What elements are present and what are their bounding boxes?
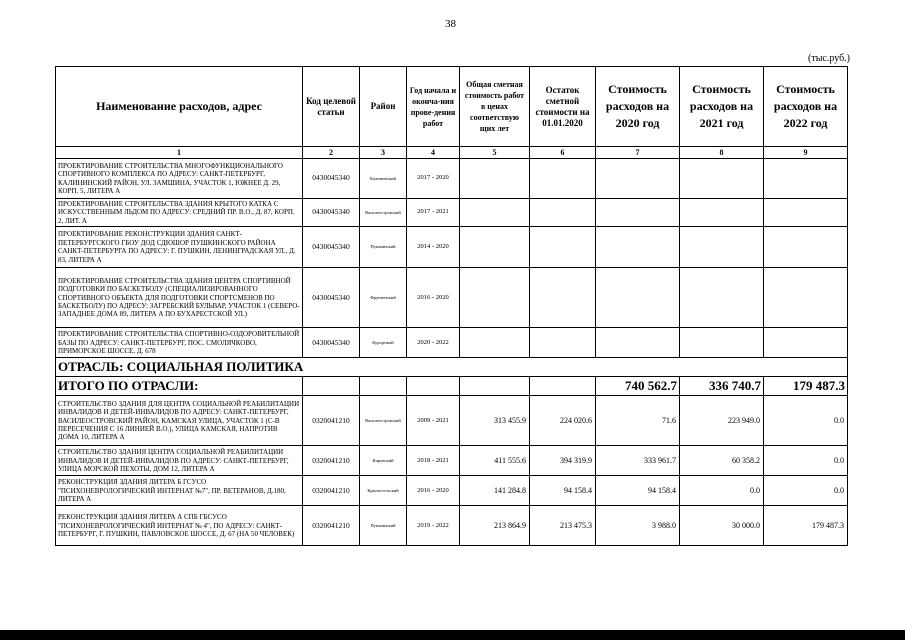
row-remainder: 394 319.9	[530, 446, 596, 476]
row-2022: 0.0	[764, 446, 848, 476]
row-2022: 179 487.3	[764, 506, 848, 546]
row-2020	[596, 159, 680, 199]
row-2022: 0.0	[764, 476, 848, 506]
column-number: 5	[460, 147, 530, 159]
row-name: ПРОЕКТИРОВАНИЕ СТРОИТЕЛЬСТВА СПОРТИВНО-ОЗДОРОВИТЕЛЬНОЙ БАЗЫ ПО АДРЕСУ: САНКТ-ПЕТЕРБУРГ, ПОС. СМОЛЯЧКОВО, ПРИМОРСКОЕ ШОССЕ, Д. 678	[56, 328, 303, 358]
row-name: РЕКОНСТРУКЦИЯ ЗДАНИЯ ЛИТЕРА Б ГСУСО "ПСИХОНЕВРОЛОГИЧЕСКИЙ ИНТЕРНАТ №7", ПР. ВЕТЕРАНОВ, Д.180, ЛИТЕРА А	[56, 476, 303, 506]
total-empty	[360, 377, 407, 396]
column-number: 7	[596, 147, 680, 159]
row-code: 0430045340	[303, 268, 360, 328]
total-2021: 336 740.7	[680, 377, 764, 396]
total-label: ИТОГО ПО ОТРАСЛИ:	[56, 377, 303, 396]
row-years: 2016 - 2020	[407, 476, 460, 506]
row-2020: 333 961.7	[596, 446, 680, 476]
row-2021	[680, 199, 764, 227]
row-years: 2016 - 2020	[407, 268, 460, 328]
row-2021: 30 000.0	[680, 506, 764, 546]
row-total: 411 555.6	[460, 446, 530, 476]
header-code: Код целевой статьи	[303, 67, 360, 147]
row-years: 2018 - 2021	[407, 446, 460, 476]
column-number: 9	[764, 147, 848, 159]
row-remainder	[530, 227, 596, 268]
row-district: Пушкинский	[360, 227, 407, 268]
row-name: ПРОЕКТИРОВАНИЕ РЕКОНСТРУКЦИИ ЗДАНИЯ САНКТ-ПЕТЕРБУРГСКОГО ГБОУ ДОД СДЮШОР ПУШКИНСКОГО РАЙОНА САНКТ-ПЕТЕРБУРГА ПО АДРЕСУ: Г. ПУШКИН, ЛЕНИНГРАДСКАЯ УЛ., Д. 83, ЛИТЕРА А	[56, 227, 303, 268]
section-title: ОТРАСЛЬ: СОЦИАЛЬНАЯ ПОЛИТИКА	[56, 358, 848, 377]
header-name: Наименование расходов, адрес	[56, 67, 303, 147]
row-2022	[764, 227, 848, 268]
total-2020: 740 562.7	[596, 377, 680, 396]
row-remainder: 213 475.3	[530, 506, 596, 546]
row-code: 0320041210	[303, 446, 360, 476]
row-2020	[596, 227, 680, 268]
table-row	[56, 159, 848, 199]
table-row	[56, 506, 848, 546]
scan-border	[0, 630, 905, 640]
total-empty	[407, 377, 460, 396]
table-row	[56, 396, 848, 446]
row-years: 2014 - 2020	[407, 227, 460, 268]
row-2021	[680, 227, 764, 268]
header-cost-2020: Стоимость расходов на 2020 год	[596, 67, 680, 147]
column-number: 8	[680, 147, 764, 159]
row-code: 0320041210	[303, 506, 360, 546]
section-row	[56, 358, 848, 377]
row-years: 2017 - 2020	[407, 159, 460, 199]
row-name: РЕКОНСТРУКЦИЯ ЗДАНИЯ ЛИТЕРА А СПБ ГБСУСО "ПСИХОНЕВРОЛОГИЧЕСКИЙ ИНТЕРНАТ № 4", ПО АДРЕСУ: САНКТ-ПЕТЕРБУРГ, Г. ПУШКИН, ПАВЛОВСКОЕ ШОССЕ, Д. 67 (НА 50 ЧЕЛОВЕК)	[56, 506, 303, 546]
row-2021: 0.0	[680, 476, 764, 506]
budget-table	[55, 66, 848, 546]
row-code: 0430045340	[303, 227, 360, 268]
row-2022: 0.0	[764, 396, 848, 446]
row-2020: 94 158.4	[596, 476, 680, 506]
column-number: 6	[530, 147, 596, 159]
row-years: 2009 - 2021	[407, 396, 460, 446]
table-row	[56, 476, 848, 506]
row-remainder	[530, 328, 596, 358]
row-2022	[764, 268, 848, 328]
row-district: Василеостровский	[360, 199, 407, 227]
header-cost-2022: Стоимость расходов на 2022 год	[764, 67, 848, 147]
unit-label: (тыс.руб.)	[808, 53, 851, 64]
row-2020	[596, 199, 680, 227]
row-district: Пушкинский	[360, 506, 407, 546]
row-name: ПРОЕКТИРОВАНИЕ СТРОИТЕЛЬСТВА ЗДАНИЯ ЦЕНТРА СПОРТИВНОЙ ПОДГОТОВКИ ПО БАСКЕТБОЛУ (СПЕЦИАЛИЗИРОВАННОГО СПОРТИВНОГО ОБЪЕКТА ДЛЯ ПОДГОТОВКИ СПОРТСМЕНОВ ПО БАСКЕТБОЛУ) ПО АДРЕСУ: ЗАГРЕБСКИЙ БУЛЬВАР, УЧАСТОК 1 (СЕВЕРО-ЗАПАДНЕЕ ДОМА 89, ЛИТЕРА А ПО БУХАРЕСТСКОЙ УЛ.)	[56, 268, 303, 328]
row-remainder	[530, 268, 596, 328]
row-district: Василеостровский	[360, 396, 407, 446]
column-number: 3	[360, 147, 407, 159]
table-row	[56, 268, 848, 328]
header-total-cost: Общая сметная стоимость работ в ценах соответствую щих лет	[460, 67, 530, 147]
row-total	[460, 159, 530, 199]
row-remainder	[530, 199, 596, 227]
header-remainder: Остаток сметной стоимости на 01.01.2020	[530, 67, 596, 147]
row-code: 0430045340	[303, 328, 360, 358]
total-empty	[303, 377, 360, 396]
row-remainder	[530, 159, 596, 199]
total-2022: 179 487.3	[764, 377, 848, 396]
row-district: Красносельский	[360, 476, 407, 506]
row-total	[460, 227, 530, 268]
row-years: 2019 - 2022	[407, 506, 460, 546]
total-empty	[530, 377, 596, 396]
row-district: Калининский	[360, 159, 407, 199]
row-2020	[596, 268, 680, 328]
column-number: 4	[407, 147, 460, 159]
row-2021	[680, 159, 764, 199]
total-empty	[460, 377, 530, 396]
row-2022	[764, 199, 848, 227]
table-row	[56, 227, 848, 268]
table-row	[56, 446, 848, 476]
row-total: 213 864.9	[460, 506, 530, 546]
page-number: 38	[445, 18, 456, 30]
row-total	[460, 199, 530, 227]
row-2021	[680, 268, 764, 328]
row-2022	[764, 328, 848, 358]
row-total: 313 455.9	[460, 396, 530, 446]
column-number: 1	[56, 147, 303, 159]
row-2021	[680, 328, 764, 358]
row-code: 0320041210	[303, 476, 360, 506]
row-code: 0430045340	[303, 199, 360, 227]
row-district: Фрунзенский	[360, 268, 407, 328]
column-number: 2	[303, 147, 360, 159]
header-years: Год начала и оконча-ния прове-дения работ	[407, 67, 460, 147]
row-2021: 60 358.2	[680, 446, 764, 476]
row-2022	[764, 159, 848, 199]
row-2020: 71.6	[596, 396, 680, 446]
header-district: Район	[360, 67, 407, 147]
row-name: ПРОЕКТИРОВАНИЕ СТРОИТЕЛЬСТВА МНОГОФУНКЦИОНАЛЬНОГО СПОРТИВНОГО КОМПЛЕКСА ПО АДРЕСУ: САНКТ-ПЕТЕРБУРГ, КАЛИНИНСКИЙ РАЙОН, УЛ. ЗАМШИНА, УЧАСТОК 1, ЮЖНЕЕ Д. 29, КОРП. 5, ЛИТЕРА А	[56, 159, 303, 199]
row-district: Кировский	[360, 446, 407, 476]
table-row	[56, 199, 848, 227]
row-remainder: 94 158.4	[530, 476, 596, 506]
row-district: Курортный	[360, 328, 407, 358]
row-total	[460, 268, 530, 328]
row-name: СТРОИТЕЛЬСТВО ЗДАНИЯ ДЛЯ ЦЕНТРА СОЦИАЛЬНОЙ РЕАБИЛИТАЦИИ ИНВАЛИДОВ И ДЕТЕЙ-ИНВАЛИДОВ ПО АДРЕСУ: САНКТ-ПЕТЕРБУРГ, ВАСИЛЕОСТРОВСКИЙ РАЙОН, КАМСКАЯ УЛИЦА, УЧАСТОК 1 (С-В ПЕРЕСЕЧЕНИЯ С 16 ЛИНИЕЙ В.О.), УЛИЦА КАМСКАЯ, НАПРОТИВ ДОМА 10, ЛИТЕРА А	[56, 396, 303, 446]
row-2021: 223 949.0	[680, 396, 764, 446]
column-number-row	[56, 147, 848, 159]
row-code: 0320041210	[303, 396, 360, 446]
row-total: 141 284.8	[460, 476, 530, 506]
row-name: ПРОЕКТИРОВАНИЕ СТРОИТЕЛЬСТВА ЗДАНИЯ КРЫТОГО КАТКА С ИСКУССТВЕННЫМ ЛЬДОМ ПО АДРЕСУ: СРЕДНИЙ ПР. В.О., Д. 87, КОРП. 2, ЛИТ. А	[56, 199, 303, 227]
row-code: 0430045340	[303, 159, 360, 199]
row-years: 2020 - 2022	[407, 328, 460, 358]
header-cost-2021: Стоимость расходов на 2021 год	[680, 67, 764, 147]
table-row	[56, 328, 848, 358]
row-2020: 3 988.0	[596, 506, 680, 546]
row-remainder: 224 020.6	[530, 396, 596, 446]
row-name: СТРОИТЕЛЬСТВО ЗДАНИЯ ЦЕНТРА СОЦИАЛЬНОЙ РЕАБИЛИТАЦИИ ИНВАЛИДОВ И ДЕТЕЙ-ИНВАЛИДОВ ПО АДРЕСУ: САНКТ-ПЕТЕРБУРГ, УЛИЦА МОРСКОЙ ПЕХОТЫ, ДОМ 12, ЛИТЕРА А	[56, 446, 303, 476]
row-2020	[596, 328, 680, 358]
row-years: 2017 - 2021	[407, 199, 460, 227]
row-total	[460, 328, 530, 358]
header-row	[56, 67, 848, 147]
total-row	[56, 377, 848, 396]
